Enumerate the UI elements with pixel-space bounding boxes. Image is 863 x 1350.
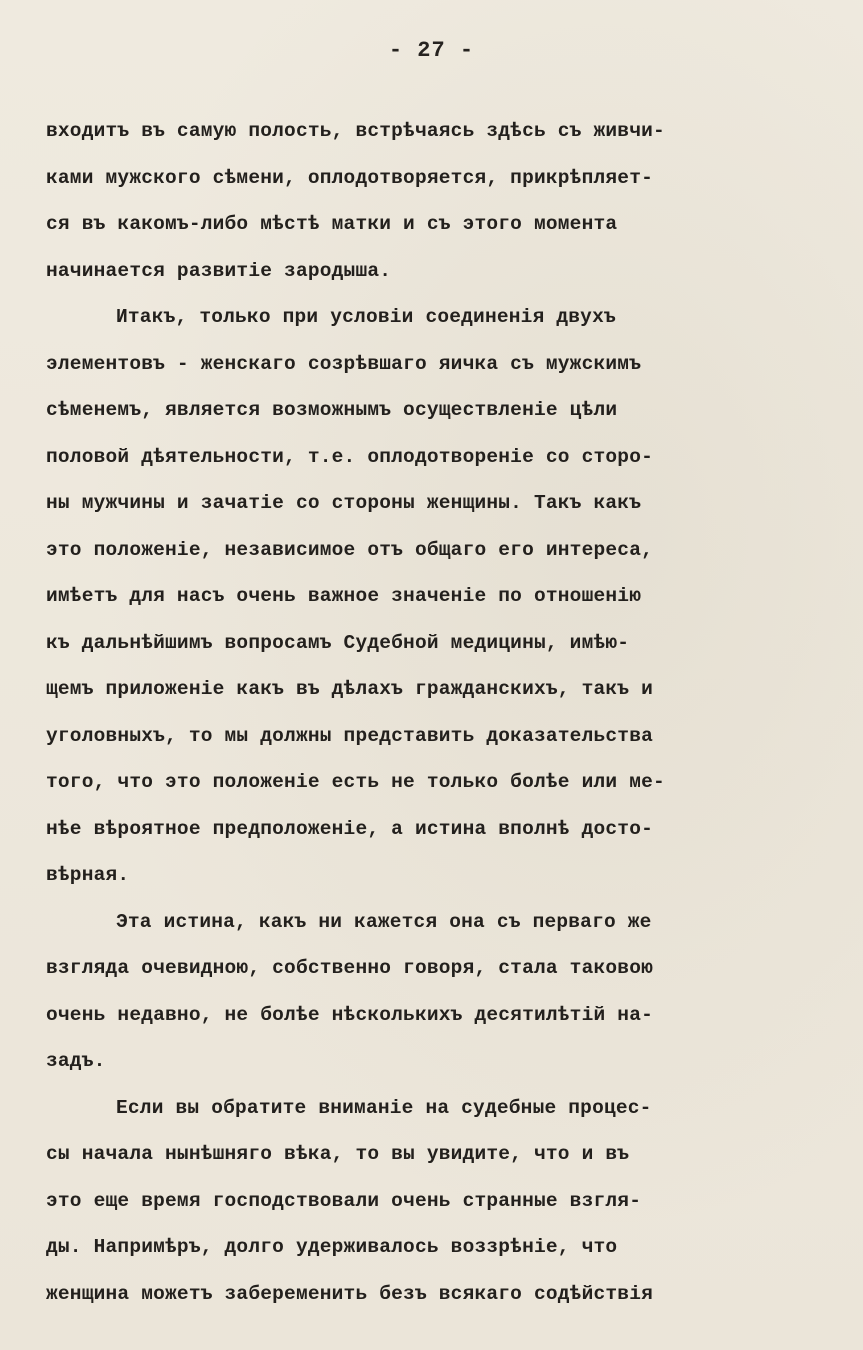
text-line: нѣе вѣроятное предположеніе, а истина вполнѣ досто- [46,817,653,840]
text-line: сы начала нынѣшняго вѣка, то вы увидите, что и въ [46,1143,630,1165]
text-line: сѣменемъ, является возможнымъ осуществленіе цѣли [46,399,618,421]
text-line: щемъ приложеніе какъ въ дѣлахъ гражданскихъ, такъ и [46,678,653,700]
text-line: ны мужчины и зачатіе со стороны женщины. Такъ какъ [46,492,642,514]
text-line: Эта истина, какъ ни кажется она съ перваго же [116,910,652,933]
text-line: женщина можетъ забеременить безъ всякаго содѣйствія [46,1282,653,1305]
text-line: ды. Напримѣръ, долго удерживалось воззрѣніе, что [46,1236,618,1258]
text-line: очень недавно, не болѣе нѣсколькихъ десятилѣтій на- [46,1003,653,1026]
text-line: ками мужского сѣмени, оплодотворяется, прикрѣпляет- [46,166,653,189]
text-line: того, что это положеніе есть не только болѣе или ме- [46,771,665,793]
text-line: задъ. [46,1050,106,1072]
text-line: входитъ въ самую полость, встрѣчаясь здѣсь съ живчи- [46,120,665,142]
text-line: это еще время господствовали очень странные взгля- [46,1189,642,1212]
body-text [46,108,826,1317]
text-line: имѣетъ для насъ очень важное значеніе по отношенію [46,585,642,607]
text-line: къ дальнѣйшимъ вопросамъ Судебной медицины, имѣю- [46,631,630,654]
text-line: половой дѣятельности, т.е. оплодотвореніе со сторо- [46,445,653,468]
text-line: ся въ какомъ-либо мѣстѣ матки и съ этого момента [46,213,618,235]
text-line: Итакъ, только при условіи соединенія двухъ [116,306,616,328]
text-line: начинается развитіе зародыша. [46,259,392,282]
text-line: вѣрная. [46,864,130,886]
text-line: элементовъ - женскаго созрѣвшаго яичка съ мужскимъ [46,352,642,375]
text-line: это положеніе, независимое отъ общаго его интереса, [46,538,653,561]
text-line: Если вы обратите вниманіе на судебные процес- [116,1096,652,1119]
page-number: - 27 - [388,38,475,63]
text-line: взгляда очевидною, собственно говоря, стала таковою [46,957,653,979]
text-line: уголовныхъ, то мы должны представить доказательства [46,724,653,747]
